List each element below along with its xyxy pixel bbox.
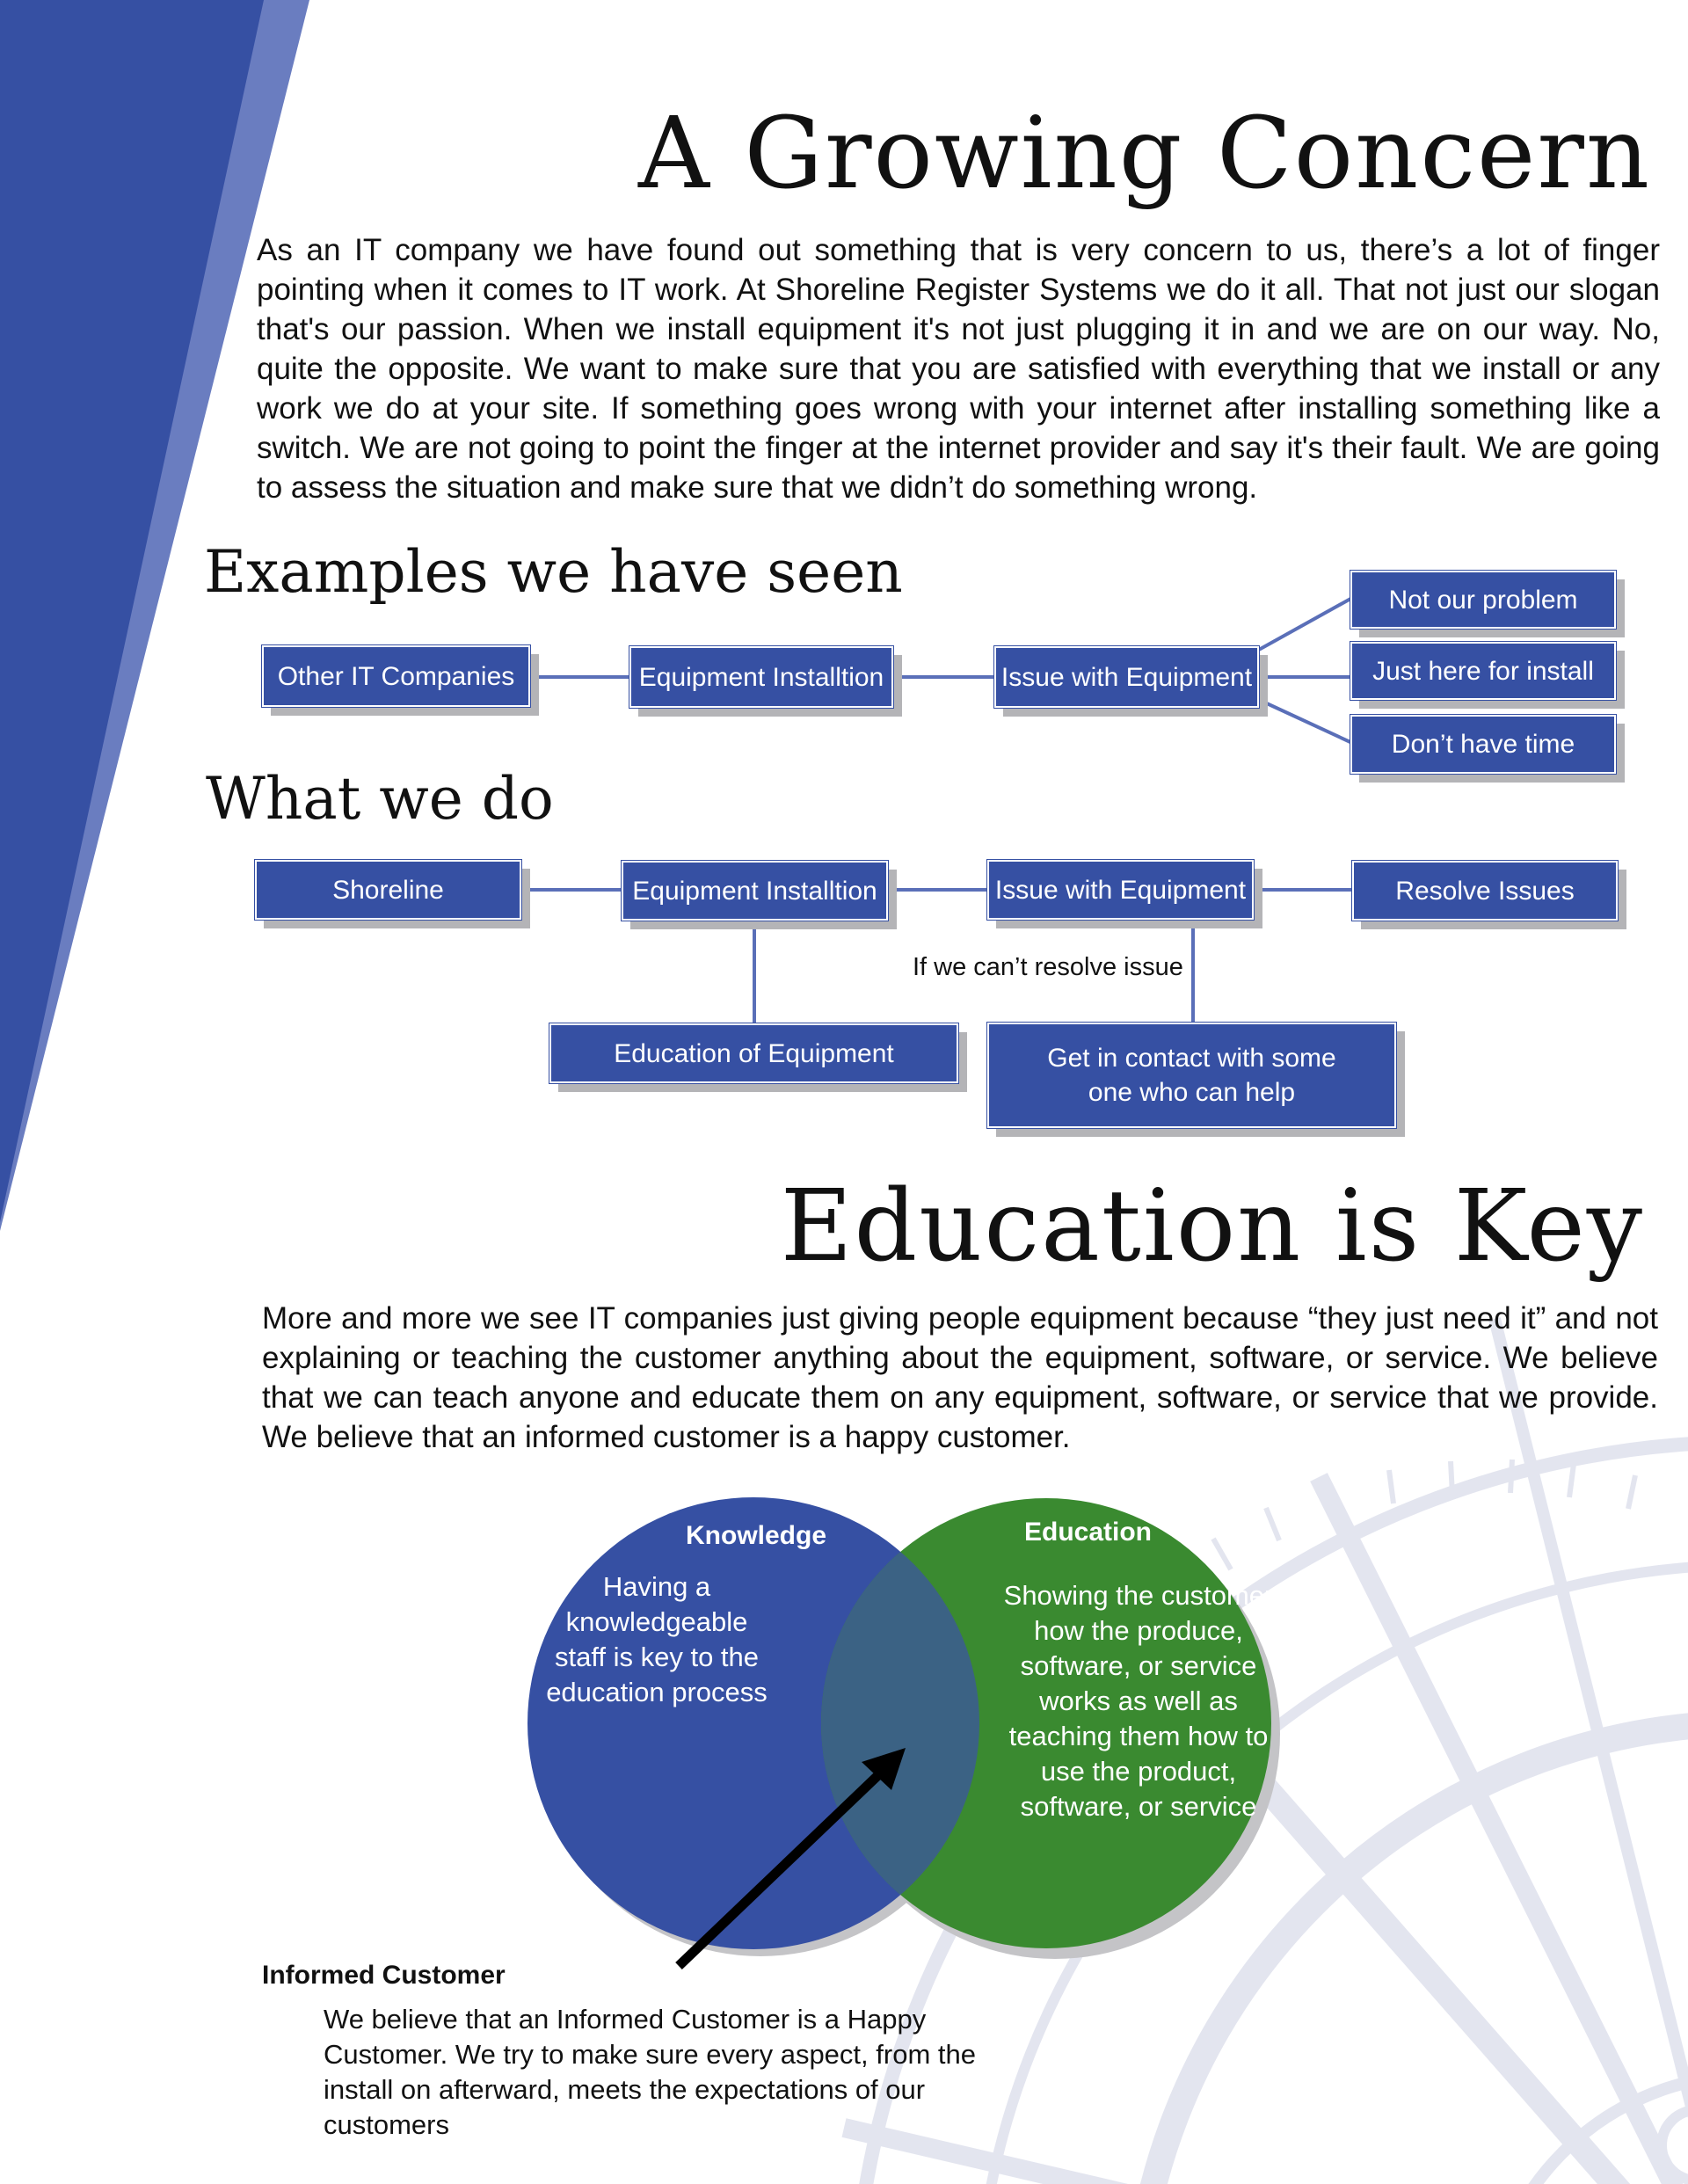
connector-line bbox=[892, 675, 996, 679]
informed-customer-heading: Informed Customer bbox=[262, 1961, 506, 1990]
connector-line bbox=[528, 675, 631, 679]
box-shoreline: Shoreline bbox=[255, 860, 521, 920]
box-equipment-installation: Equipment Installtion bbox=[629, 646, 893, 708]
education-paragraph: More and more we see IT companies just giving people equipment because “they just need it” and not explaining or teaching the customer anything about the equipment, software, or service. We believe that we can teach anyone and educate them on any equipment, software, or service that we provide. We believe that an informed customer is a happy customer. bbox=[262, 1301, 1658, 1454]
venn-knowledge-title: Knowledge bbox=[686, 1521, 827, 1550]
condition-label: If we can’t resolve issue bbox=[913, 953, 1183, 981]
connector-line bbox=[1253, 888, 1354, 892]
box-issue-with-equipment-2: Issue with Equipment bbox=[987, 860, 1254, 920]
venn-education-text: Showing the customer how the produce, software, or service works as well as teaching them how to use the product, software, or service bbox=[1003, 1580, 1274, 1822]
box-not-our-problem: Not our problem bbox=[1350, 571, 1616, 629]
connector-line bbox=[886, 888, 992, 892]
arrow-icon bbox=[668, 1732, 932, 1978]
box-dont-have-time: Don’t have time bbox=[1350, 715, 1616, 774]
venn-knowledge-text: Having a knowledgeable staff is key to the education process bbox=[546, 1571, 768, 1707]
box-equipment-installation-2: Equipment Installtion bbox=[622, 861, 888, 921]
box-just-here-for-install: Just here for install bbox=[1350, 642, 1616, 700]
what-we-do-heading: What we do bbox=[206, 765, 554, 833]
branch-connectors bbox=[1257, 580, 1354, 774]
concern-paragraph: As an IT company we have found out something that is very concern to us, there’s a lot of finger pointing when it comes to IT work. At Shoreline Register Systems we do it all. That not just our slogan that's our passion. When we install equipment it's not just plugging it in and we are on our way. No, quite the opposite. We want to make sure that you are satisfied with everything that we install or any work we do at your site. If something goes wrong with your internet after installing something like a switch. We are not going to point the finger at the internet provider and say it's their fault. We are going to assess the situation and make sure that we didn’t do something wrong. bbox=[257, 233, 1660, 505]
box-other-it-companies: Other IT Companies bbox=[262, 645, 530, 707]
dark-blue-band bbox=[0, 0, 264, 1222]
connector-line-vertical bbox=[1191, 919, 1195, 1024]
examples-heading: Examples we have seen bbox=[204, 538, 903, 606]
connector-line bbox=[519, 888, 624, 892]
page-title: A Growing Concern bbox=[638, 97, 1651, 211]
venn-education-title: Education bbox=[1024, 1518, 1153, 1547]
education-title: Education is Key bbox=[780, 1169, 1644, 1284]
connector-line-vertical bbox=[753, 919, 756, 1024]
informed-customer-text: We believe that an Informed Customer is a Happy Customer. We try to make sure every aspect, from the install on afterward, meets the expectations of our customers bbox=[324, 2004, 976, 2140]
box-issue-with-equipment: Issue with Equipment bbox=[994, 646, 1259, 708]
box-resolve-issues: Resolve Issues bbox=[1352, 861, 1618, 921]
box-get-in-contact: Get in contact with some one who can help bbox=[987, 1023, 1396, 1128]
box-education-of-equipment: Education of Equipment bbox=[549, 1023, 958, 1083]
